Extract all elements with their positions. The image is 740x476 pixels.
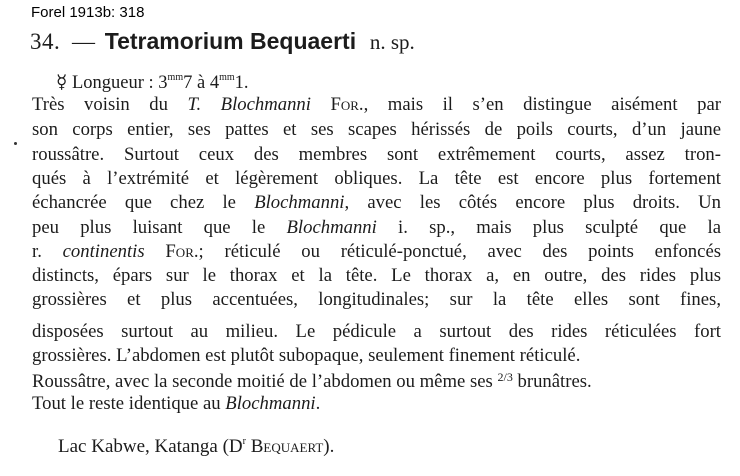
text-line-5 [32,194,721,213]
worker-symbol: ☿ [56,73,68,93]
text-segment: , avec les côtés encore plus droits. Un [344,192,721,213]
text-line-10 [32,323,721,342]
text-segment: roussâtre. Surtout ceux des membres sont extrêmement courts, assez tron- [32,144,721,165]
size-label: Longueur : [71,73,159,93]
text-segment: ; réticulé ou réticulé-ponctué, avec des points enfoncés [198,241,722,262]
text-segment: , mais il s’en distingue aisément par [363,94,721,115]
size-value-1: 3 [158,73,168,93]
text-line-13 [32,395,320,414]
scan-speck [14,142,17,145]
text-line-3 [32,146,721,165]
text-segment: peu plus luisant que le [32,217,287,238]
locality-collector: Bequaert [245,436,324,457]
species-number: 34. [30,29,61,54]
size-value-2: 1. [234,73,249,93]
text-line-1 [32,96,721,115]
text-segment: son corps entier, ses pattes et ses scapes hérissés de poils courts, d’un jaune [32,119,721,140]
locality-place: Lac Kabwe, Katanga (D [58,436,243,457]
text-segment: T. Blochmanni [187,94,311,115]
text-segment: échancrée que chez le [32,192,255,213]
text-segment: Très voisin du [32,94,188,115]
text-segment: . [315,393,321,414]
text-segment: qués à l’extrémité et légèrement obliques. La tête est encore plus fortement [32,168,721,189]
text-segment: 2/3 [497,370,513,384]
locality-sup: r [242,436,246,447]
species-heading [30,28,415,55]
text-line-9 [32,291,721,310]
species-name: Tetramorium Bequaerti [104,28,357,54]
text-segment: Roussâtre, avec la seconde moitié de l’abdomen ou même ses [32,371,498,392]
text-line-6 [32,219,721,238]
text-segment [311,94,331,115]
size-value-mid: 7 à 4 [183,73,220,93]
locality-end: ). [323,436,335,457]
source-label: Forel 1913b: 318 [31,4,145,21]
new-species-marker: n. sp. [369,30,415,54]
text-segment: For. [330,94,364,115]
text-segment: r. [32,241,63,262]
text-line-2 [32,121,721,140]
text-segment: For. [165,241,199,262]
text-line-11 [32,347,580,366]
text-segment: i. sp., mais plus sculpté que la [376,217,722,238]
locality-line [58,436,334,458]
text-segment [145,241,166,262]
text-segment: brunâtres. [512,371,592,392]
heading-dash: — [72,29,95,54]
text-segment: disposées surtout au milieu. Le pédicule a surtout des rides réticulées fort [32,321,721,342]
text-segment: Tout le reste identique au [32,393,226,414]
text-segment: Blochmanni [286,217,377,238]
text-segment: Blochmanni [225,393,316,414]
size-line [56,72,249,94]
text-line-8 [32,267,721,286]
text-segment: grossières. L’abdomen est plutôt subopaque, seulement finement réticulé. [32,345,581,366]
text-line-12 [32,371,592,392]
text-line-4 [32,170,721,189]
text-segment: Blochmanni [254,192,345,213]
size-unit-2: mm [219,72,235,83]
text-segment: grossières et plus accentuées, longitudinales; sur la tête elles sont fines, [32,289,721,310]
text-segment: continentis [62,241,145,262]
text-line-7 [32,243,721,262]
text-segment: distincts, épars sur le thorax et la tête. Le thorax a, en outre, des rides plus [32,265,721,286]
size-unit-1: mm [167,72,184,83]
